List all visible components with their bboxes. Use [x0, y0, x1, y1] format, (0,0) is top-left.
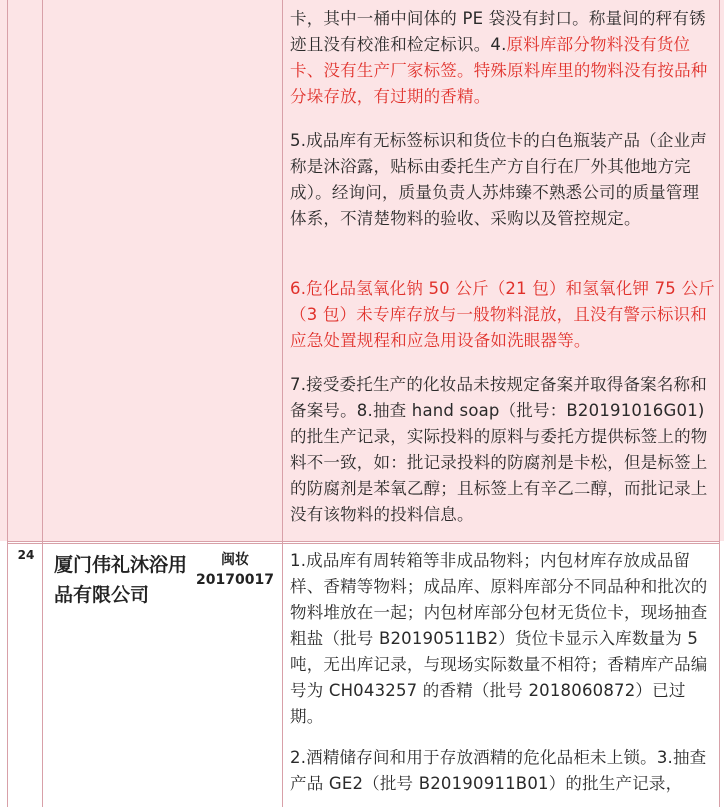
finding-paragraph	[290, 372, 715, 528]
finding-text: 卡，其中一桶中间体的 PE 袋没有封口。称量间的秤有锈迹且没有校准和检定标识。4.	[290, 9, 706, 54]
finding-text: 5.成品库有无标签标识和货位卡的白色瓶装产品（企业声称是沐浴露，贴标由委托生产方自行在厂外其他地方完成）。经询问，质量负责人苏炜臻不熟悉公司的质量管理体系，不清楚物料的验收、采购以及管控规定。	[290, 131, 707, 228]
company-name: 厦门伟礼沐浴用品有限公司	[54, 554, 188, 606]
finding-paragraph	[290, 745, 715, 797]
license-number: 闽妆 20170017	[196, 552, 274, 588]
row-divider	[7, 541, 720, 542]
finding-paragraph	[290, 548, 715, 730]
row-number: 24	[17, 548, 35, 562]
column-divider	[7, 0, 8, 807]
column-divider	[282, 0, 283, 807]
finding-text: 2.酒精储存间和用于存放酒精的危化品柜未上锁。3.抽查产品 GE2（批号 B20190911B01）的批生产记录，	[290, 748, 707, 793]
finding-text: 7.接受委托生产的化妆品未按规定备案并取得备案名称和备案号。8.抽查 hand soap（批号：B20191016G01)的批生产记录，实际投料的原料与委托方提供标签上的物料不一致，如：批记录投料的防腐剂是卡松，但是标签上的防腐剂是苯氧乙醇；且标签上有辛乙二醇，而批记录上没有该物料的投料信息。	[290, 375, 708, 524]
finding-paragraph	[290, 276, 715, 354]
row-divider	[7, 543, 720, 544]
column-divider	[719, 0, 720, 807]
finding-text: 1.成品库有周转箱等非成品物料；内包材库存放成品留样、香精等物料；成品库、原料库部分不同品种和批次的物料堆放在一起；内包材库部分包材无货位卡，现场抽查粗盐（批号 B20190511B2）货位卡显示入库数量为 5 吨，无出库记录，与现场实际数量不相符；香精库产品编号为 CH043257 的香精（批号 2018060872）已过期。	[290, 551, 708, 726]
finding-paragraph	[290, 6, 715, 110]
finding-paragraph	[290, 128, 715, 232]
finding-text-highlight: 6.危化品氢氧化钠 50 公斤（21 包）和氢氧化钾 75 公斤（3 包）未专库存放与一般物料混放，且没有警示标识和应急处置规程和应急用设备如洗眼器等。	[290, 279, 715, 350]
finding-text-highlight: 原料库部分物料没有货位卡、没有生产厂家标签。特殊原料库里的物料没有按品种分垛存放，有过期的香精。	[290, 35, 708, 106]
column-divider	[42, 0, 43, 807]
